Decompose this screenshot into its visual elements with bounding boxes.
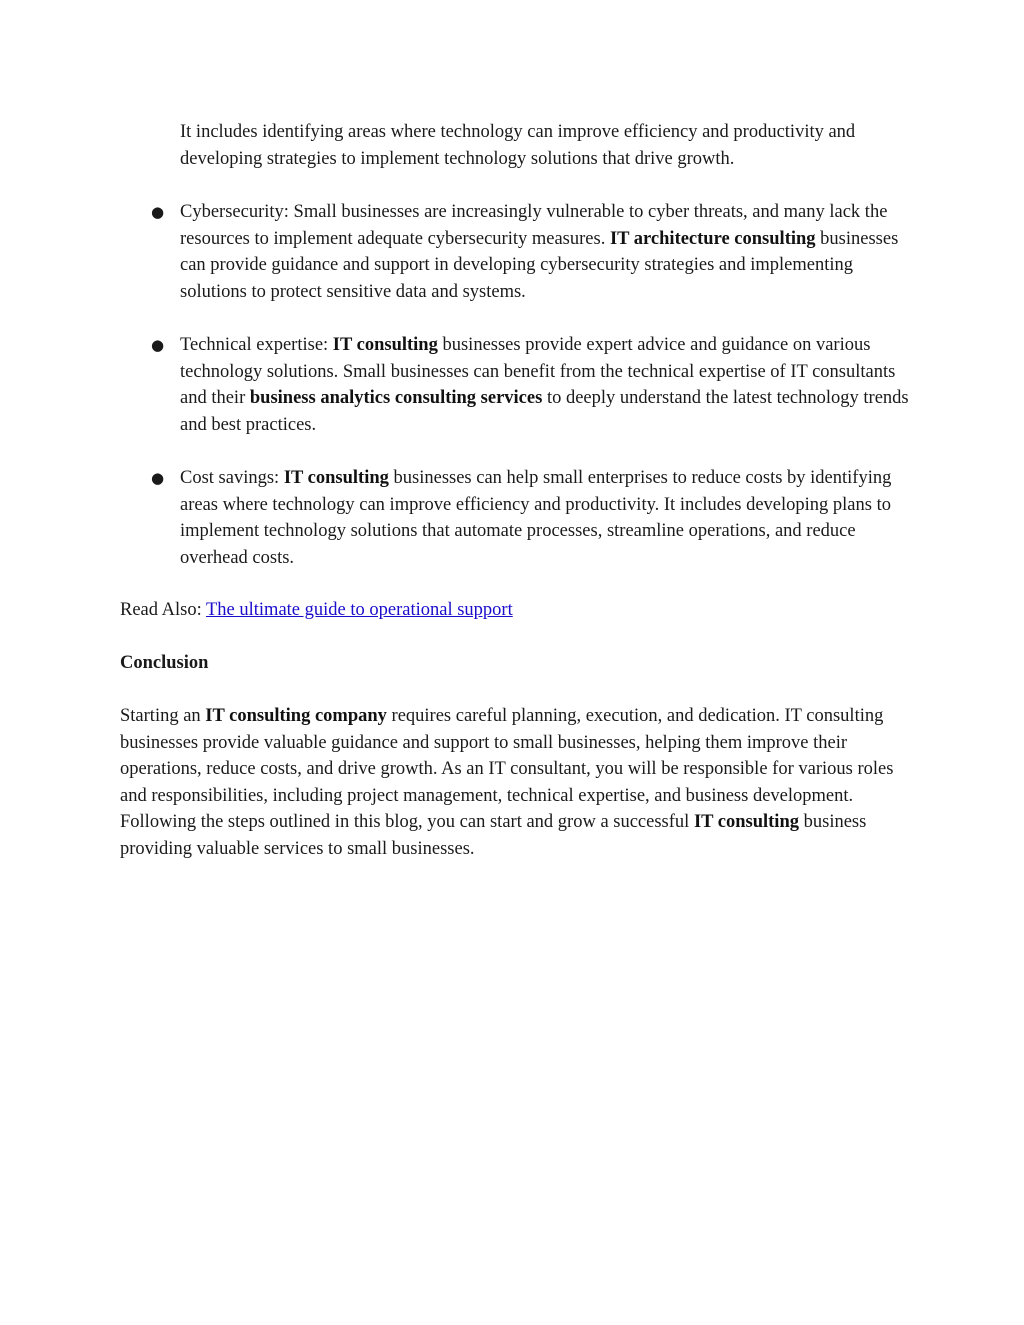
bullet-icon: ●: [151, 469, 165, 487]
list-item-text: [180, 332, 910, 438]
bold-keyword: IT consulting: [332, 335, 438, 355]
list-item-text: [180, 199, 910, 305]
item-text: businesses can provide guidance and support in developing cybersecurity strategies and implementing solutions to protect sensitive data and systems.: [180, 228, 899, 302]
item-text: businesses provide expert advice and guidance on various technology solutions. Small businesses can benefit from the technical expertise of IT consultants and their: [180, 335, 896, 409]
list-item-text: [180, 465, 910, 571]
item-text: Small businesses are increasingly vulnerable to cyber threats, and many lack the resources to implement adequate cybersecurity measures.: [180, 202, 888, 249]
item-text: businesses can help small enterprises to reduce costs by identifying areas where technology can improve efficiency and productivity. It includes developing plans to implement technology solutions that automate processes, streamline operations, and reduce overhead costs.: [180, 468, 892, 568]
continuation-paragraph: It includes identifying areas where technology can improve efficiency and productivity and developing strategies to implement technology solutions that drive growth.: [180, 122, 856, 169]
bold-keyword: IT consulting: [283, 468, 389, 488]
paragraph-text: business providing valuable services to small businesses.: [120, 812, 867, 859]
read-also-link[interactable]: The ultimate guide to operational support: [206, 600, 513, 620]
conclusion-heading: Conclusion: [120, 653, 209, 673]
bullet-icon: ●: [151, 203, 165, 221]
item-label: Cost savings:: [180, 468, 280, 488]
read-also-line: [120, 597, 910, 624]
bold-keyword: business analytics consulting services: [249, 388, 543, 409]
paragraph-text: Starting an: [120, 706, 206, 726]
item-label: Cybersecurity:: [180, 202, 289, 222]
conclusion-paragraph: [120, 703, 910, 863]
bullet-icon: ●: [151, 336, 165, 354]
paragraph-text: requires careful planning, execution, and dedication. IT consulting businesses provide valuable guidance and support to small businesses, helping them improve their operations, reduce costs, and drive growth. As an IT consultant, you will be responsible for various roles and responsibilities, including project management, technical expertise, and business development. Following the steps outlined in this blog, you can start and grow a successful: [120, 706, 894, 833]
bold-keyword: IT architecture consulting: [609, 228, 816, 249]
bold-keyword: IT consulting: [693, 812, 799, 833]
bold-keyword: IT consulting company: [205, 706, 387, 726]
read-also-prefix: Read Also:: [120, 600, 206, 620]
item-label: Technical expertise:: [180, 335, 329, 355]
item-text: to deeply understand the latest technology trends and best practices.: [180, 388, 909, 435]
